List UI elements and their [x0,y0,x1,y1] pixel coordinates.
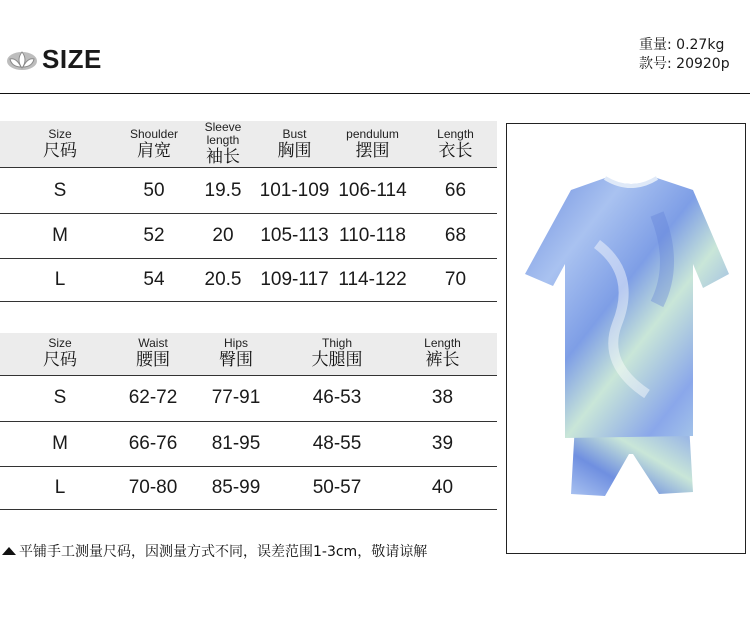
brand-logo [6,44,102,75]
table-row: S 50 19.5 101-109 106-114 66 [0,168,497,214]
bottom-table-header [0,333,497,375]
weight-text: 重量: 0.27kg [639,37,725,53]
product-photo [506,123,746,554]
col-sleeve-length: Sleeve length 袖长 [188,121,258,168]
col-hips: Hips 臀围 [186,333,286,375]
table-row: L 70-80 85-99 50-57 40 [0,466,497,509]
note-text: 平铺手工测量尺码，因测量方式不同，误差范围1-3cm，敬请谅解 [19,544,428,560]
col-length: Length 衣长 [414,121,497,168]
col-pants-length: Length 裤长 [388,333,497,375]
measurement-note [2,541,427,561]
table-row: M 66-76 81-95 48-55 39 [0,421,497,466]
bottom-size-table [0,333,497,510]
triangle-up-icon [2,547,16,555]
top-size-table [0,121,497,302]
col-bust: Bust 胸围 [258,121,331,168]
lotus-logo-icon [6,49,38,71]
header-divider [0,93,750,94]
top-table-header [0,121,497,168]
table-row: M 52 20 105-113 110-118 68 [0,214,497,259]
table-row: L 54 20.5 109-117 114-122 70 [0,259,497,302]
col-size: Size 尺码 [0,333,120,375]
size-title: SIZE [42,44,102,74]
col-shoulder: Shoulder 肩宽 [120,121,188,168]
tie-dye-outfit-icon [507,124,745,553]
col-waist: Waist 腰围 [120,333,186,375]
col-size: Size 尺码 [0,121,120,168]
col-thigh: Thigh 大腿围 [286,333,388,375]
col-pendulum: pendulum 摆围 [331,121,414,168]
product-meta [639,36,730,74]
product-code-text: 款号: 20920p [639,56,730,72]
table-row: S 62-72 77-91 46-53 38 [0,375,497,421]
